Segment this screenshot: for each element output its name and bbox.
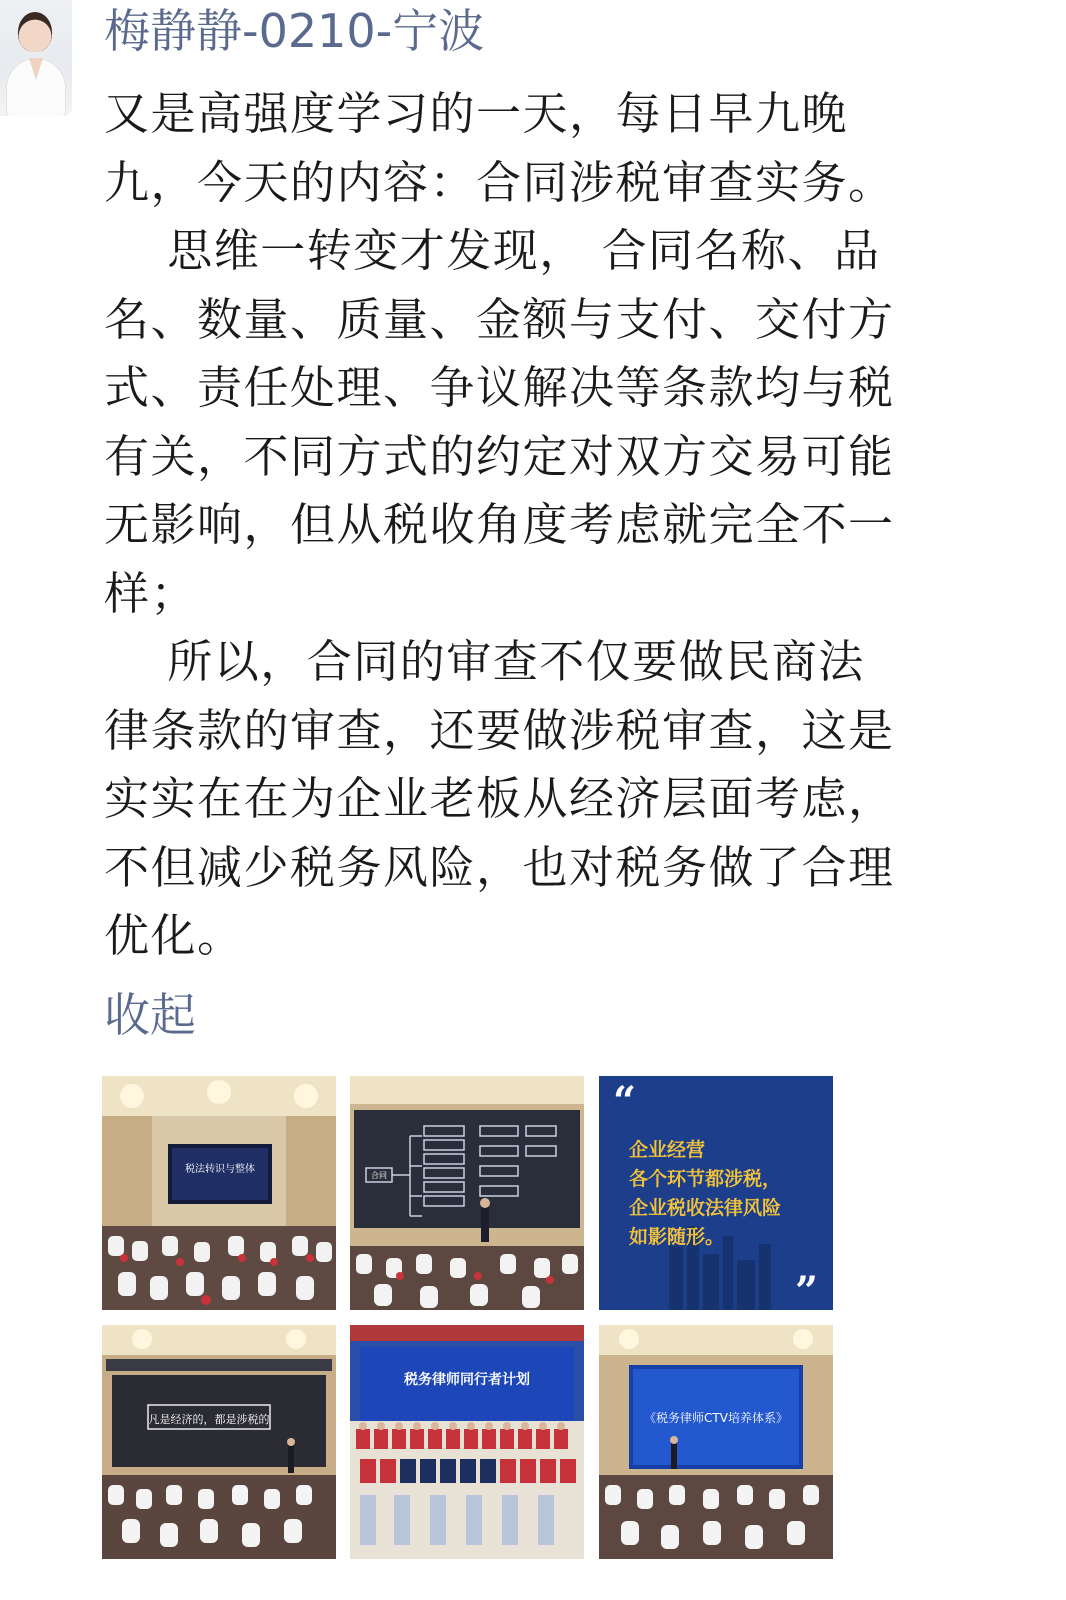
post-text	[104, 80, 984, 971]
slide-node-label: 合同	[371, 1171, 387, 1180]
post-line: 所以，合同的审查不仅要做民商法	[104, 635, 865, 688]
post-line: 实实在在为企业老板从经济层面考虑，	[104, 772, 895, 825]
banner-title: 税务律师同行者计划	[404, 1372, 530, 1388]
conference-photo-graphic	[350, 1076, 584, 1310]
conference-photo-graphic	[102, 1325, 336, 1559]
post-line: 式、责任处理、争议解决等条款均与税	[104, 361, 895, 414]
post-line: 不但减少税务风险，也对税务做了合理	[104, 840, 895, 894]
quote-close-icon: ”	[795, 1268, 819, 1310]
user-avatar[interactable]	[0, 0, 72, 116]
collapse-link[interactable]: 收起	[104, 988, 196, 1042]
photo-group[interactable]	[350, 1325, 584, 1559]
conference-photo-graphic	[599, 1325, 833, 1559]
slide-title: 税法转识与整体	[185, 1164, 255, 1175]
quote-open-icon: “	[613, 1078, 637, 1125]
post-line: 九，今天的内容：合同涉税审查实务。	[104, 155, 895, 209]
post-line: 样；	[104, 566, 198, 620]
photo-conference-1[interactable]	[102, 1076, 336, 1310]
quote-line: 企业经营	[629, 1139, 706, 1161]
post-line: 优化。	[104, 909, 244, 962]
quote-line: 企业税收法律风险	[629, 1197, 782, 1219]
quote-text	[629, 1136, 829, 1252]
post-line: 思维一转变才发现， 合同名称、品	[104, 224, 881, 277]
post-line: 律条款的审查，还要做涉税审查，这是	[104, 703, 895, 757]
quote-line: 各个环节都涉税，	[629, 1168, 782, 1190]
photo-quote-card[interactable]	[599, 1076, 833, 1310]
quote-line: 如影随形。	[629, 1226, 725, 1248]
post-line: 又是高强度学习的一天，每日早九晚	[104, 87, 849, 140]
slide-title: 《税务律师CTV培养体系》	[644, 1411, 788, 1425]
post-line: 名、数量、质量、金额与支付、交付方	[104, 292, 895, 346]
post-line: 有关，不同方式的约定对双方交易可能	[104, 429, 895, 483]
group-photo-graphic	[350, 1325, 584, 1559]
photo-conference-4[interactable]	[102, 1325, 336, 1559]
conference-photo-graphic	[102, 1076, 336, 1310]
photo-conference-2[interactable]	[350, 1076, 584, 1310]
avatar-head	[18, 12, 52, 52]
photo-conference-6[interactable]	[599, 1325, 833, 1559]
author-name[interactable]: 梅静静-0210-宁波	[104, 4, 485, 58]
slide-title: 凡是经济的，都是涉税的	[148, 1413, 270, 1426]
post-line: 无影响，但从税收角度考虑就完全不一	[104, 498, 895, 551]
